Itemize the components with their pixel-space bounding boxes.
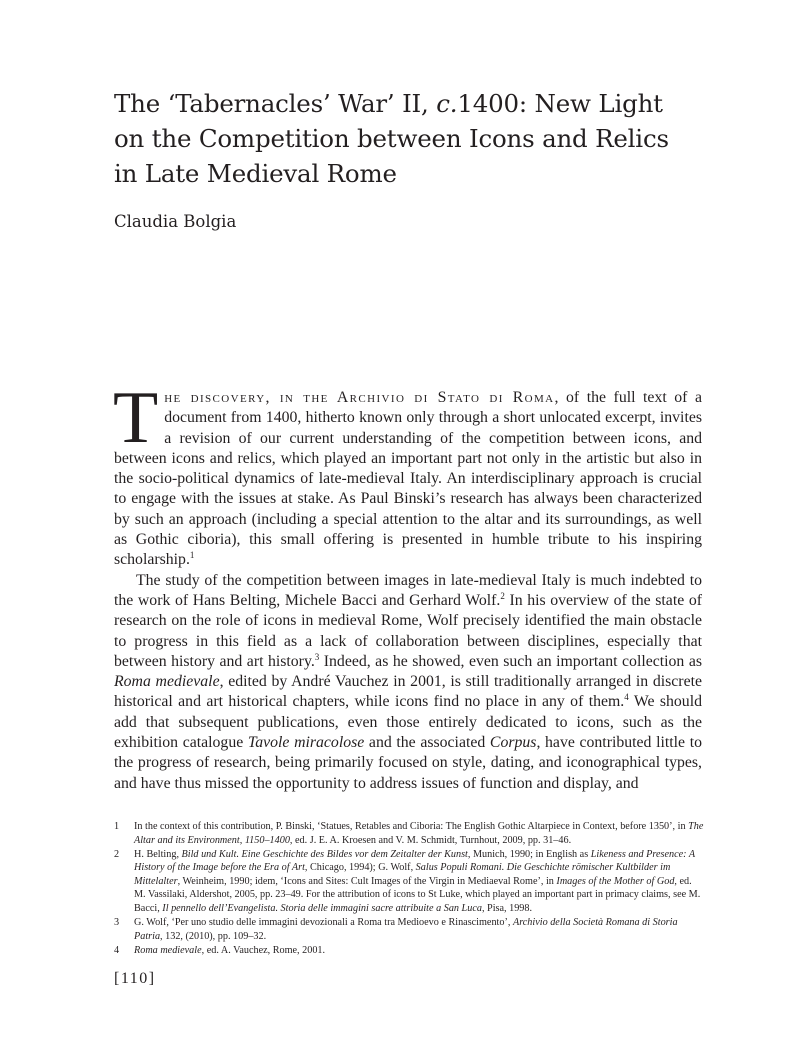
opening-small-caps: he discovery, in the Archivio di Stato di Roma <box>164 389 555 406</box>
footnotes <box>114 820 704 958</box>
drop-cap: T <box>113 377 159 459</box>
note-ref-1[interactable]: 1 <box>189 550 195 561</box>
footnote-number: 3 <box>114 917 120 929</box>
page-number: [110] <box>114 970 156 987</box>
article-body <box>113 377 702 794</box>
footnote-number: 4 <box>114 944 120 956</box>
note-ref-2[interactable]: 2 <box>500 590 505 601</box>
footnote-2: 2 H. Belting, Bild und Kult. Eine Geschichte des Bildes vor dem Zeitalter der Kunst, Munich, 1990; in English as Likeness and Presence: A History of the Image before the Era of Art, Chicago, 1994); G. Wolf, Salus Populi Romani. Die Geschichte römischer Kultbilder im Mittelalter, Weinheim, 1990; idem, ‘Icons and Sites: Cult Images of the Virgin in Mediaeval Rome’, in Images of the Mother of God, ed. M. Vassilaki, Aldershot, 2005, pp. 23–49. For the attribution of icons to St Luke, which played an important part in primacy claims, see M. Bacci, Il pennello dell’Evangelista. Storia delle immagini sacre attribuite a San Luca, Pisa, 1998. <box>114 848 701 915</box>
author-name: Claudia Bolgia <box>114 212 237 231</box>
note-ref-4[interactable]: 4 <box>624 692 629 703</box>
footnote-1: 1 In the context of this contribution, P. Binski, ‘Statues, Retables and Ciboria: The English Gothic Altarpiece in Context, before 1350’, in The Altar and its Environment, 1150–1400, ed. J. E. A. Kroesen and V. M. Schmidt, Turnhout, 2009, pp. 31–46. <box>114 821 704 846</box>
footnote-4: 4 Roma medievale, ed. A. Vauchez, Rome, 2001. <box>114 944 326 956</box>
article-title <box>114 86 714 191</box>
paragraph-2: The study of the competition between images in late-medieval Italy is much indebted to the work of Hans Belting, Michele Bacci and Gerhard Wolf.$^2$ In his overview of the state of research on the role of icons in medieval Rome, Wolf precisely identified the main obstacle to progress in this field as a lack of collaboration between disciplines, especially that between history and art history.$^3$ Indeed, as he showed, even such an important collection as Roma medievale, edited by André Vauchez in 2001, is still traditionally arranged in discrete historical and art historical chapters, while icons find no place in any of them.$^4$ We should add that subsequent publications, even those entirely dedicated to icons, such as the exhibition catalogue Tavole miracolose and the associated Corpus, have contributed little to the progress of research, being primarily focused on style, dating, and iconographical types, and have thus missed the opportunity to address issues of function and display, and <box>114 571 702 792</box>
footnote-3: 3 G. Wolf, ‘Per uno studio delle immagini devozionali a Roma tra Medioevo e Rinascimento’, Archivio della Società Romana di Storia Patria, 132, (2010), pp. 109–32. <box>114 917 678 942</box>
title-line-3: in Late Medieval Rome <box>114 159 397 188</box>
footnote-number: 2 <box>114 848 120 860</box>
footnote-number: 1 <box>114 821 120 832</box>
note-ref-3[interactable]: 3 <box>314 651 320 662</box>
paragraph-1: The discovery, in the Archivio di Stato di Roma, of the full text of a document from 1400, hitherto known only through a short unlocated excerpt, invites a revision of our current understanding of the competition between icons, and between icons and relics, which played an important part not only in the artistic but also in the socio-political dynamics of late-medieval Italy. An interdisciplinary approach is crucial to engage with the issues at stake. As Paul Binski’s research has always been characterized by such an approach (including a special attention to the altar and its surroundings, as well as Gothic ciboria), this small offering is presented in humble tribute to his inspiring scholarship.$^1$ <box>113 377 702 569</box>
title-line-2: on the Competition between Icons and Relics <box>114 124 669 153</box>
title-line-1: The ‘Tabernacles’ War’ II, c.1400: New Light <box>114 89 663 118</box>
